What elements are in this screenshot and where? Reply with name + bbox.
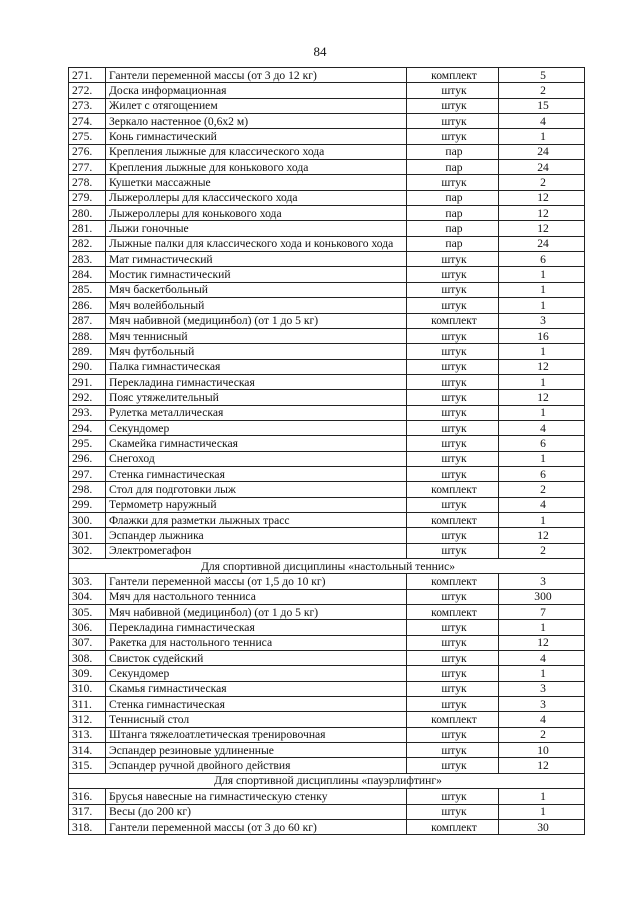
item-name: Перекладина гимнастическая <box>106 374 407 389</box>
item-name: Свисток судейский <box>106 651 407 666</box>
section-header-row <box>69 773 585 788</box>
table-row <box>69 543 585 558</box>
quantity: 1 <box>499 282 585 297</box>
quantity: 3 <box>499 681 585 696</box>
row-number: 315. <box>69 758 106 773</box>
table-row <box>69 206 585 221</box>
row-number: 272. <box>69 83 106 98</box>
table-row <box>69 252 585 267</box>
quantity: 5 <box>499 68 585 83</box>
quantity: 3 <box>499 697 585 712</box>
table-row <box>69 405 585 420</box>
quantity: 30 <box>499 819 585 834</box>
table-row <box>69 743 585 758</box>
table-row <box>69 328 585 343</box>
item-name: Брусья навесные на гимнастическую стенку <box>106 789 407 804</box>
quantity: 4 <box>499 712 585 727</box>
item-name: Мат гимнастический <box>106 252 407 267</box>
unit-of-measure: пар <box>407 144 499 159</box>
row-number: 280. <box>69 206 106 221</box>
row-number: 313. <box>69 727 106 742</box>
row-number: 284. <box>69 267 106 282</box>
quantity: 1 <box>499 666 585 681</box>
unit-of-measure: штук <box>407 359 499 374</box>
item-name: Секундомер <box>106 666 407 681</box>
quantity: 24 <box>499 160 585 175</box>
table-row <box>69 712 585 727</box>
unit-of-measure: комплект <box>407 712 499 727</box>
table-row <box>69 758 585 773</box>
quantity: 1 <box>499 344 585 359</box>
table-row <box>69 420 585 435</box>
row-number: 318. <box>69 819 106 834</box>
table-body <box>69 68 585 835</box>
quantity: 24 <box>499 236 585 251</box>
item-name: Крепления лыжные для конькового хода <box>106 160 407 175</box>
quantity: 24 <box>499 144 585 159</box>
row-number: 306. <box>69 620 106 635</box>
row-number: 302. <box>69 543 106 558</box>
row-number: 305. <box>69 605 106 620</box>
item-name: Доска информационная <box>106 83 407 98</box>
row-number: 317. <box>69 804 106 819</box>
unit-of-measure: штук <box>407 589 499 604</box>
row-number: 308. <box>69 651 106 666</box>
table-row <box>69 98 585 113</box>
row-number: 287. <box>69 313 106 328</box>
item-name: Перекладина гимнастическая <box>106 620 407 635</box>
item-name: Мяч набивной (медицинбол) (от 1 до 5 кг) <box>106 313 407 328</box>
unit-of-measure: штук <box>407 681 499 696</box>
row-number: 290. <box>69 359 106 374</box>
row-number: 282. <box>69 236 106 251</box>
unit-of-measure: штук <box>407 635 499 650</box>
item-name: Стол для подготовки лыж <box>106 482 407 497</box>
table-row <box>69 175 585 190</box>
item-name: Лыжи гоночные <box>106 221 407 236</box>
table-row <box>69 313 585 328</box>
item-name: Мяч набивной (медицинбол) (от 1 до 5 кг) <box>106 605 407 620</box>
unit-of-measure: пар <box>407 206 499 221</box>
row-number: 299. <box>69 497 106 512</box>
row-number: 316. <box>69 789 106 804</box>
unit-of-measure: штук <box>407 282 499 297</box>
unit-of-measure: комплект <box>407 313 499 328</box>
item-name: Рулетка металлическая <box>106 405 407 420</box>
quantity: 6 <box>499 252 585 267</box>
row-number: 273. <box>69 98 106 113</box>
unit-of-measure: штук <box>407 451 499 466</box>
unit-of-measure: штук <box>407 374 499 389</box>
item-name: Снегоход <box>106 451 407 466</box>
row-number: 288. <box>69 328 106 343</box>
item-name: Мяч волейбольный <box>106 298 407 313</box>
row-number: 285. <box>69 282 106 297</box>
table-row <box>69 451 585 466</box>
table-row <box>69 666 585 681</box>
quantity: 1 <box>499 298 585 313</box>
unit-of-measure: штук <box>407 743 499 758</box>
quantity: 12 <box>499 190 585 205</box>
table-row <box>69 466 585 481</box>
item-name: Ракетка для настольного тенниса <box>106 635 407 650</box>
row-number: 311. <box>69 697 106 712</box>
row-number: 298. <box>69 482 106 497</box>
table-row <box>69 528 585 543</box>
item-name: Гантели переменной массы (от 3 до 60 кг) <box>106 819 407 834</box>
item-name: Зеркало настенное (0,6x2 м) <box>106 114 407 129</box>
item-name: Лыжероллеры для конькового хода <box>106 206 407 221</box>
quantity: 1 <box>499 804 585 819</box>
quantity: 1 <box>499 512 585 527</box>
quantity: 3 <box>499 313 585 328</box>
quantity: 1 <box>499 374 585 389</box>
row-number: 271. <box>69 68 106 83</box>
unit-of-measure: штук <box>407 528 499 543</box>
quantity: 4 <box>499 114 585 129</box>
unit-of-measure: штук <box>407 497 499 512</box>
table-row <box>69 298 585 313</box>
row-number: 309. <box>69 666 106 681</box>
quantity: 1 <box>499 405 585 420</box>
item-name: Крепления лыжные для классического хода <box>106 144 407 159</box>
item-name: Мяч футбольный <box>106 344 407 359</box>
item-name: Мяч для настольного тенниса <box>106 589 407 604</box>
unit-of-measure: штук <box>407 789 499 804</box>
quantity: 4 <box>499 497 585 512</box>
item-name: Термометр наружный <box>106 497 407 512</box>
table-row <box>69 374 585 389</box>
row-number: 293. <box>69 405 106 420</box>
quantity: 12 <box>499 528 585 543</box>
quantity: 10 <box>499 743 585 758</box>
quantity: 12 <box>499 221 585 236</box>
unit-of-measure: штук <box>407 252 499 267</box>
row-number: 301. <box>69 528 106 543</box>
unit-of-measure: пар <box>407 236 499 251</box>
table-row <box>69 129 585 144</box>
unit-of-measure: штук <box>407 436 499 451</box>
row-number: 307. <box>69 635 106 650</box>
table-row <box>69 497 585 512</box>
item-name: Жилет с отягощением <box>106 98 407 113</box>
table-row <box>69 574 585 589</box>
row-number: 274. <box>69 114 106 129</box>
unit-of-measure: комплект <box>407 605 499 620</box>
item-name: Штанга тяжелоатлетическая тренировочная <box>106 727 407 742</box>
row-number: 281. <box>69 221 106 236</box>
unit-of-measure: пар <box>407 160 499 175</box>
unit-of-measure: пар <box>407 190 499 205</box>
quantity: 12 <box>499 206 585 221</box>
item-name: Мостик гимнастический <box>106 267 407 282</box>
unit-of-measure: комплект <box>407 482 499 497</box>
row-number: 303. <box>69 574 106 589</box>
unit-of-measure: штук <box>407 466 499 481</box>
item-name: Электромегафон <box>106 543 407 558</box>
item-name: Теннисный стол <box>106 712 407 727</box>
table-row <box>69 697 585 712</box>
unit-of-measure: комплект <box>407 68 499 83</box>
quantity: 12 <box>499 390 585 405</box>
quantity: 6 <box>499 436 585 451</box>
quantity: 300 <box>499 589 585 604</box>
row-number: 312. <box>69 712 106 727</box>
unit-of-measure: комплект <box>407 819 499 834</box>
table-row <box>69 681 585 696</box>
row-number: 296. <box>69 451 106 466</box>
table-row <box>69 436 585 451</box>
item-name: Мяч баскетбольный <box>106 282 407 297</box>
table-row <box>69 344 585 359</box>
unit-of-measure: штук <box>407 83 499 98</box>
table-row <box>69 144 585 159</box>
quantity: 2 <box>499 543 585 558</box>
table-row <box>69 620 585 635</box>
quantity: 1 <box>499 620 585 635</box>
unit-of-measure: штук <box>407 666 499 681</box>
quantity: 2 <box>499 727 585 742</box>
unit-of-measure: комплект <box>407 512 499 527</box>
unit-of-measure: штук <box>407 543 499 558</box>
row-number: 295. <box>69 436 106 451</box>
quantity: 3 <box>499 574 585 589</box>
row-number: 297. <box>69 466 106 481</box>
page-number: 84 <box>313 44 327 59</box>
quantity: 15 <box>499 98 585 113</box>
quantity: 16 <box>499 328 585 343</box>
table-row <box>69 390 585 405</box>
row-number: 275. <box>69 129 106 144</box>
quantity: 12 <box>499 359 585 374</box>
item-name: Лыжные палки для классического хода и конькового хода <box>106 236 407 251</box>
item-name: Весы (до 200 кг) <box>106 804 407 819</box>
quantity: 1 <box>499 789 585 804</box>
quantity: 1 <box>499 267 585 282</box>
unit-of-measure: штук <box>407 129 499 144</box>
quantity: 2 <box>499 83 585 98</box>
unit-of-measure: штук <box>407 114 499 129</box>
row-number: 304. <box>69 589 106 604</box>
quantity: 1 <box>499 129 585 144</box>
table-row <box>69 589 585 604</box>
unit-of-measure: штук <box>407 697 499 712</box>
table-row <box>69 804 585 819</box>
unit-of-measure: штук <box>407 298 499 313</box>
table-row <box>69 789 585 804</box>
unit-of-measure: штук <box>407 651 499 666</box>
item-name: Палка гимнастическая <box>106 359 407 374</box>
item-name: Флажки для разметки лыжных трасс <box>106 512 407 527</box>
row-number: 300. <box>69 512 106 527</box>
quantity: 4 <box>499 651 585 666</box>
quantity: 1 <box>499 451 585 466</box>
table-row <box>69 221 585 236</box>
unit-of-measure: штук <box>407 405 499 420</box>
quantity: 12 <box>499 758 585 773</box>
row-number: 314. <box>69 743 106 758</box>
table-row <box>69 727 585 742</box>
row-number: 277. <box>69 160 106 175</box>
item-name: Конь гимнастический <box>106 129 407 144</box>
unit-of-measure: штук <box>407 390 499 405</box>
row-number: 286. <box>69 298 106 313</box>
equipment-table <box>68 67 585 835</box>
row-number: 276. <box>69 144 106 159</box>
item-name: Эспандер лыжника <box>106 528 407 543</box>
item-name: Мяч теннисный <box>106 328 407 343</box>
table-row <box>69 267 585 282</box>
unit-of-measure: штук <box>407 420 499 435</box>
table-row <box>69 635 585 650</box>
quantity: 12 <box>499 635 585 650</box>
item-name: Скамейка гимнастическая <box>106 436 407 451</box>
unit-of-measure: штук <box>407 727 499 742</box>
row-number: 292. <box>69 390 106 405</box>
section-title: Для спортивной дисциплины «настольный теннис» <box>69 559 585 574</box>
item-name: Гантели переменной массы (от 1,5 до 10 кг) <box>106 574 407 589</box>
item-name: Стенка гимнастическая <box>106 697 407 712</box>
row-number: 278. <box>69 175 106 190</box>
row-number: 283. <box>69 252 106 267</box>
table-row <box>69 482 585 497</box>
unit-of-measure: пар <box>407 221 499 236</box>
table-row <box>69 359 585 374</box>
section-header-row <box>69 559 585 574</box>
item-name: Гантели переменной массы (от 3 до 12 кг) <box>106 68 407 83</box>
item-name: Скамья гимнастическая <box>106 681 407 696</box>
unit-of-measure: штук <box>407 758 499 773</box>
unit-of-measure: штук <box>407 620 499 635</box>
unit-of-measure: штук <box>407 175 499 190</box>
item-name: Секундомер <box>106 420 407 435</box>
table-row <box>69 282 585 297</box>
row-number: 310. <box>69 681 106 696</box>
item-name: Пояс утяжелительный <box>106 390 407 405</box>
table-row <box>69 160 585 175</box>
row-number: 279. <box>69 190 106 205</box>
table-row <box>69 651 585 666</box>
table-row <box>69 605 585 620</box>
table-row <box>69 190 585 205</box>
table-row <box>69 512 585 527</box>
table-row <box>69 236 585 251</box>
row-number: 291. <box>69 374 106 389</box>
unit-of-measure: штук <box>407 344 499 359</box>
quantity: 2 <box>499 175 585 190</box>
unit-of-measure: штук <box>407 267 499 282</box>
unit-of-measure: штук <box>407 328 499 343</box>
unit-of-measure: штук <box>407 98 499 113</box>
table-row <box>69 819 585 834</box>
quantity: 7 <box>499 605 585 620</box>
item-name: Эспандер ручной двойного действия <box>106 758 407 773</box>
table-row <box>69 114 585 129</box>
table-row <box>69 83 585 98</box>
item-name: Стенка гимнастическая <box>106 466 407 481</box>
item-name: Эспандер резиновые удлиненные <box>106 743 407 758</box>
table-row <box>69 68 585 83</box>
quantity: 2 <box>499 482 585 497</box>
item-name: Лыжероллеры для классического хода <box>106 190 407 205</box>
item-name: Кушетки массажные <box>106 175 407 190</box>
row-number: 289. <box>69 344 106 359</box>
unit-of-measure: штук <box>407 804 499 819</box>
unit-of-measure: комплект <box>407 574 499 589</box>
quantity: 4 <box>499 420 585 435</box>
section-title: Для спортивной дисциплины «пауэрлифтинг» <box>69 773 585 788</box>
quantity: 6 <box>499 466 585 481</box>
row-number: 294. <box>69 420 106 435</box>
